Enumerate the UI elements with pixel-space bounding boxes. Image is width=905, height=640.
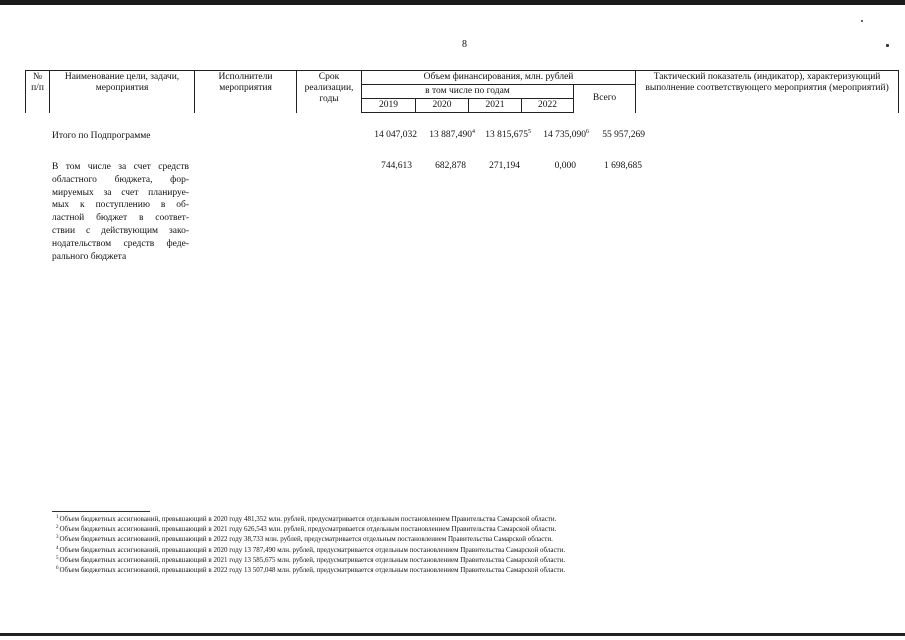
regional-2021: 271,194: [489, 161, 520, 171]
label-line: мируемых за счет планируе-: [52, 187, 189, 198]
header-total: Всего: [574, 85, 636, 113]
row-total-label: Итого по Подпрограмме: [52, 131, 151, 141]
scan-speck: [886, 44, 889, 47]
scan-border-bottom: [0, 633, 905, 636]
header-year: 2019: [362, 99, 416, 113]
footnotes: [56, 514, 565, 575]
label-line: рального бюджета: [52, 251, 127, 262]
scan-speck: [861, 20, 863, 22]
total-2019: 14 047,032: [374, 130, 417, 140]
footnote: $^6$Объем бюджетных ассигнований, превышающий в 2022 году 13 507,048 млн. рублей, предусматривается отдельным постановлением Правительства Самарской области.: [56, 566, 566, 575]
footnote-separator: [52, 511, 150, 512]
footnote: $^5$Объем бюджетных ассигнований, превышающий в 2021 году 13 585,675 млн. рублей, предусматривается отдельным постановлением Правительства Самарской области.: [56, 555, 566, 564]
regional-2020: 682,878: [435, 161, 466, 171]
regional-2019: 744,613: [381, 161, 412, 171]
label-line: ствии с действующим зако-: [52, 225, 189, 236]
footnote: $^4$Объем бюджетных ассигнований, превышающий в 2020 году 13 787,490 млн. рублей, предусматривается отдельным постановлением Правительства Самарской области.: [56, 545, 566, 554]
label-line: ластной бюджет в соответ-: [52, 213, 189, 224]
footnote: $^2$Объем бюджетных ассигнований, превышающий в 2021 году 626,543 млн. рублей, предусматривается отдельным постановлением Правительства Самарской области.: [56, 525, 557, 534]
regional-sum: 1 698,685: [604, 161, 642, 171]
total-2020: 13 887,490$^4$: [429, 129, 475, 140]
label-line: областного бюджета, фор-: [52, 174, 189, 185]
label-line: В том числе за счет средств: [52, 162, 189, 172]
page-number: 8: [462, 39, 467, 50]
table-header: [25, 70, 899, 113]
header-year: 2022: [522, 99, 574, 113]
footnote: $^1$Объем бюджетных ассигнований, превышающий в 2020 году 481,352 млн. рублей, предусматривается отдельным постановлением Правительства Самарской области.: [56, 515, 557, 523]
header-financing: Объем финансирования, млн. рублей: [362, 71, 636, 85]
regional-2022: 0,000: [554, 161, 576, 171]
header-num: № п/п: [26, 71, 50, 113]
header-by-years: в том числе по годам: [362, 85, 574, 99]
row-regional-label: [52, 161, 189, 263]
header-term: Срок реализации, годы: [297, 71, 362, 113]
total-sum: 55 957,269: [602, 130, 645, 140]
footnote: $^3$Объем бюджетных ассигнований, превышающий в 2022 году 38,733 млн. рублей, предусматривается отдельным постановлением Правительства Самарской области.: [56, 535, 553, 544]
scan-border-top: [0, 0, 905, 5]
label-line: нодательством средств феде-: [52, 238, 189, 249]
header-name: Наименование цели, задачи, мероприятия: [50, 71, 195, 113]
total-2021: 13 815,675$^5$: [485, 129, 531, 140]
label-line: мых к поступлению в об-: [52, 200, 189, 211]
header-executors: Исполнители мероприятия: [195, 71, 297, 113]
header-indicator: Тактический показатель (индикатор), характеризующий выполнение соответствующего мероприятия (мероприятий): [636, 71, 899, 113]
header-year: 2020: [416, 99, 469, 113]
total-2022: 14 735,090$^6$: [543, 129, 589, 140]
header-year: 2021: [469, 99, 522, 113]
